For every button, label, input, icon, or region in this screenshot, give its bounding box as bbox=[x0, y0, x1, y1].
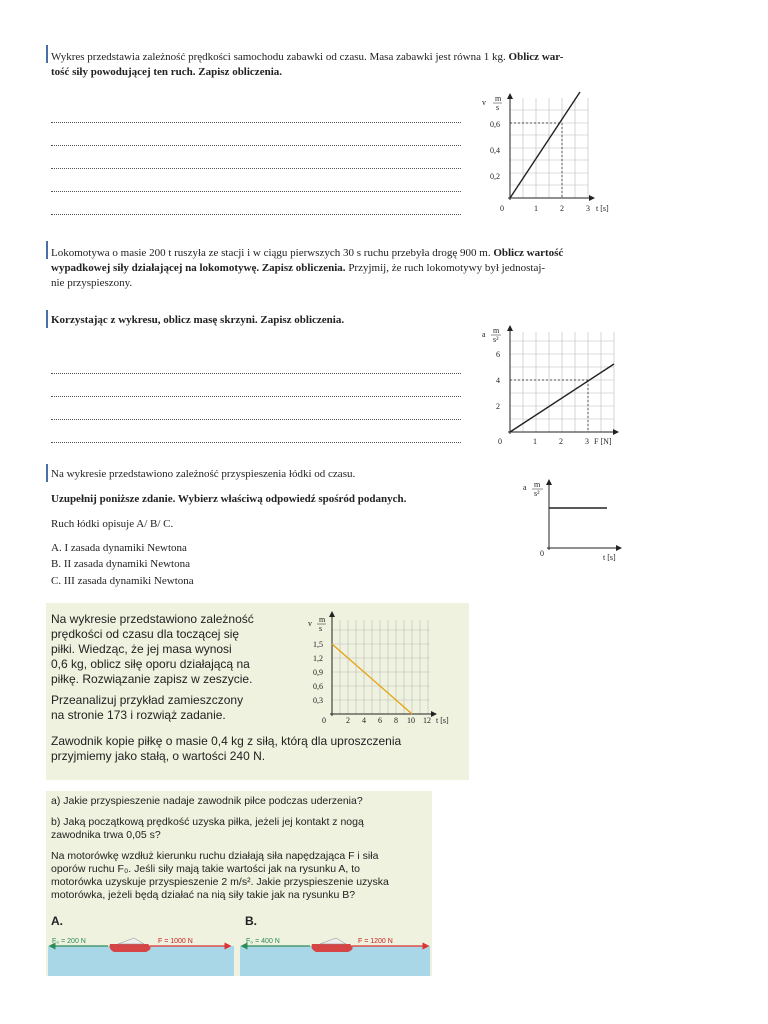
y-unit-den: s bbox=[319, 624, 323, 633]
y-axis-label: a bbox=[482, 330, 486, 339]
answer-line[interactable] bbox=[51, 168, 461, 169]
x-tick: 1 bbox=[533, 437, 537, 446]
y-tick: 0,6 bbox=[313, 682, 323, 691]
task-6-text: a) Jakie przyspieszenie nadaje zawodnik piłce podczas uderzenia? b) Jaką początkową prędkość uzyska piłka, jeżeli jej kontakt z nogą zawodnika trwa 0,05 s? Na motorówkę wzdłuż kierunku ruchu działają siła napędzająca F i siła oporów ruchu F₀. Jeśli siły mają takie wartości jak na rysunku A, to motorówka uzyskuje przyspieszenie 2 m/s². Jakie przyspieszenie uzyska motorówka, jeżeli będą działać na nią siły takie jak na rysunku B? bbox=[51, 795, 389, 901]
y-unit-num: m bbox=[319, 615, 326, 624]
task-4-marker bbox=[46, 464, 48, 482]
y-unit-num: m bbox=[534, 480, 541, 489]
answer-line[interactable] bbox=[51, 122, 461, 123]
answer-line[interactable] bbox=[51, 373, 461, 374]
y-unit-num: m bbox=[495, 94, 502, 103]
x-axis-label: t [s] bbox=[603, 553, 616, 562]
x-tick: 2 bbox=[560, 204, 564, 213]
figure-a-label: A. bbox=[51, 914, 63, 928]
x-tick: 3 bbox=[586, 204, 590, 213]
figure-b-boat bbox=[240, 930, 432, 960]
x-axis-label: F [N] bbox=[594, 437, 612, 446]
y-tick: 1,2 bbox=[313, 654, 323, 663]
x-axis-label: t [s] bbox=[436, 716, 449, 725]
answer-line[interactable] bbox=[51, 191, 461, 192]
option-b[interactable]: B. II zasada dynamiki Newtona bbox=[51, 558, 190, 570]
y-tick: 0,3 bbox=[313, 696, 323, 705]
task-4-sentence: Ruch łódki opisuje A/ B/ C. bbox=[51, 518, 174, 530]
x-tick: 1 bbox=[534, 204, 538, 213]
x-tick: 12 bbox=[423, 716, 431, 725]
x-axis-label: t [s] bbox=[596, 204, 609, 213]
task-1-text: Wykres przedstawia zależność prędkości samochodu zabawki od czasu. Masa zabawki jest równa 1 kg. Oblicz war- tość siły powodującej ten ruch. Zapisz obliczenia. bbox=[51, 51, 564, 78]
boat-icon bbox=[110, 944, 151, 952]
ball-velocity-graph bbox=[300, 610, 460, 730]
answer-line[interactable] bbox=[51, 419, 461, 420]
task-4-text: Na wykresie przedstawiono zależność przyspieszenia łódki od czasu. bbox=[51, 468, 356, 480]
x-tick: 2 bbox=[559, 437, 563, 446]
x-tick: 2 bbox=[346, 716, 350, 725]
y-tick: 6 bbox=[496, 350, 500, 359]
acceleration-time-graph bbox=[515, 478, 645, 568]
x-tick: 0 bbox=[498, 437, 502, 446]
origin-label: 0 bbox=[540, 549, 544, 558]
y-tick: 2 bbox=[496, 402, 500, 411]
task-2-marker bbox=[46, 241, 48, 259]
x-tick: 6 bbox=[378, 716, 382, 725]
y-unit-den: s² bbox=[493, 335, 499, 344]
boat-icon bbox=[312, 944, 353, 952]
option-c[interactable]: C. III zasada dynamiki Newtona bbox=[51, 575, 194, 587]
answer-line[interactable] bbox=[51, 396, 461, 397]
y-unit-num: m bbox=[493, 326, 500, 335]
answer-line[interactable] bbox=[51, 442, 461, 443]
x-tick: 4 bbox=[362, 716, 366, 725]
force-f0-label: F₀ = 200 N bbox=[52, 938, 86, 945]
force-f0-label: F₀ = 400 N bbox=[246, 938, 280, 945]
x-tick: 3 bbox=[585, 437, 589, 446]
task-3-text: Korzystając z wykresu, oblicz masę skrzyni. Zapisz obliczenia. bbox=[51, 314, 345, 326]
y-unit-den: s bbox=[496, 103, 500, 112]
task-2-text: Lokomotywa o masie 200 t ruszyła ze stacji i w ciągu pierwszych 30 s ruchu przebyła drogę 900 m. Oblicz wartość wypadkowej siły działającej na lokomotywę. Zapisz obliczenia. Przyjmij, że ruch lokomotywy był jednostaj- nie przyspieszony. bbox=[51, 247, 564, 289]
x-tick: 0 bbox=[500, 204, 504, 213]
x-tick: 8 bbox=[394, 716, 398, 725]
task-4-instruction: Uzupełnij poniższe zdanie. Wybierz właściwą odpowiedź spośród podanych. bbox=[51, 493, 407, 505]
task-1-marker bbox=[46, 45, 48, 63]
y-tick: 0,6 bbox=[490, 120, 500, 129]
x-tick: 0 bbox=[322, 716, 326, 725]
y-tick: 0,2 bbox=[490, 172, 500, 181]
velocity-graph-1 bbox=[470, 90, 630, 220]
task-3-marker bbox=[46, 310, 48, 328]
y-unit-den: s² bbox=[534, 489, 540, 498]
y-tick: 4 bbox=[496, 376, 500, 385]
force-f-label: F = 1200 N bbox=[358, 938, 393, 945]
task-5-text: Na wykresie przedstawiono zależność prędkości od czasu dla toczącej się piłki. Wiedząc, że jej masa wynosi 0,6 kg, oblicz siłę oporu działającą na piłkę. Rozwiązanie zapisz w zeszycie. Przeanalizuj przykład zamieszczony na stronie 173 i rozwiąż zadanie. bbox=[51, 612, 254, 722]
force-f-label: F = 1000 N bbox=[158, 938, 193, 945]
x-tick: 10 bbox=[407, 716, 415, 725]
figure-b-label: B. bbox=[245, 914, 257, 928]
y-axis-label: a bbox=[523, 483, 527, 492]
y-tick: 1,5 bbox=[313, 640, 323, 649]
y-axis-label: v bbox=[308, 619, 312, 628]
task-5-text-extra: Zawodnik kopie piłkę o masie 0,4 kg z siłą, którą dla uproszczenia przyjmiemy jako stałą, o wartości 240 N. bbox=[51, 734, 402, 763]
figure-a-boat bbox=[48, 930, 236, 960]
y-tick: 0,4 bbox=[490, 146, 500, 155]
answer-line[interactable] bbox=[51, 214, 461, 215]
y-axis-label: v bbox=[482, 98, 486, 107]
y-tick: 0,9 bbox=[313, 668, 323, 677]
option-a[interactable]: A. I zasada dynamiki Newtona bbox=[51, 542, 187, 554]
acceleration-force-graph bbox=[470, 322, 630, 452]
answer-line[interactable] bbox=[51, 145, 461, 146]
